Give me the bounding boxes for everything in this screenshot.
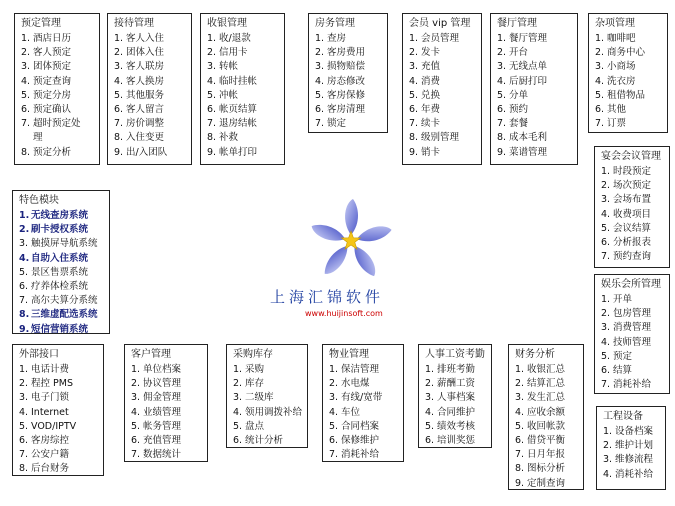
module-item: 4. 车位	[329, 406, 361, 418]
module-item: 7. 消耗补给	[601, 379, 652, 391]
module-item: 2. 商务中心	[595, 47, 646, 59]
module-customer	[124, 344, 208, 462]
module-item: 5. 分单	[497, 89, 529, 101]
module-features	[12, 190, 110, 334]
module-title: 餐厅管理	[497, 18, 537, 29]
module-item: 3. 充值	[409, 61, 441, 73]
module-item: 2. 信用卡	[207, 47, 248, 59]
module-item: 7. 套餐	[497, 118, 529, 130]
module-item: 7. 数据统计	[131, 449, 182, 461]
module-item: 5. 租借物品	[595, 89, 646, 101]
module-item: 7. 退房结帐	[207, 118, 258, 130]
module-item: 1. 收银汇总	[515, 364, 566, 375]
module-title: 会员 vip 管理	[409, 18, 471, 29]
feature-item: 1. 无线查房系统	[19, 210, 89, 221]
module-item: 4. 客人换房	[114, 75, 165, 87]
module-title: 工程设备	[603, 411, 643, 422]
module-title: 客户管理	[131, 349, 171, 360]
module-item: 1. 电话计费	[19, 364, 70, 375]
star-logo-icon	[296, 195, 406, 283]
feature-item: 9. 短信营销系统	[19, 323, 89, 335]
module-item: 7. 房价调整	[114, 118, 165, 130]
module-item: 6. 预定确认	[21, 104, 72, 116]
brand-url: www.huijinsoft.com	[305, 309, 383, 318]
module-restaurant	[490, 13, 578, 165]
module-items	[515, 363, 577, 491]
module-misc	[588, 13, 668, 133]
module-item: 9. 出/入团队	[114, 146, 168, 158]
module-item: 6. 结算	[601, 365, 633, 377]
module-item: 4. 技师管理	[601, 336, 652, 348]
module-item: 5. 预定	[601, 350, 633, 362]
module-items	[601, 165, 663, 264]
module-items	[207, 32, 278, 160]
module-items	[233, 363, 301, 448]
module-item: 4. 洗衣房	[595, 75, 636, 87]
feature-item: 6. 疗养体检系统	[19, 281, 89, 293]
module-property	[322, 344, 404, 462]
module-item: 1. 排班考勤	[425, 364, 476, 375]
module-reception	[107, 13, 192, 165]
module-item: 2. 薪酬工资	[425, 378, 476, 390]
module-items	[603, 425, 659, 482]
module-item: 1. 酒店日历	[21, 33, 72, 44]
module-item: 8. 入住变更	[114, 132, 165, 144]
module-item: 7. 日月年报	[515, 449, 566, 461]
module-item: 5. 合同档案	[329, 420, 380, 432]
module-title: 房务管理	[315, 18, 355, 29]
module-item: 1. 开单	[601, 294, 633, 305]
module-item: 4. 应收余额	[515, 406, 566, 418]
module-item: 2. 水电煤	[329, 378, 370, 390]
module-item: 5. 盘点	[233, 420, 265, 432]
module-item: 4. 消费	[409, 75, 441, 87]
module-item: 6. 统计分析	[233, 435, 284, 447]
module-item: 1. 咖啡吧	[595, 33, 636, 44]
module-item: 6. 预约	[497, 104, 529, 116]
module-item: 6. 帐页结算	[207, 104, 258, 116]
module-items	[21, 32, 93, 160]
module-item: 6. 其他	[595, 104, 627, 116]
module-item: 3. 电子门锁	[19, 392, 70, 404]
module-title: 特色模块	[19, 195, 59, 206]
module-item: 7. 消耗补给	[329, 449, 380, 461]
module-item: 1. 收/退款	[207, 33, 251, 44]
module-item: 9. 销卡	[409, 146, 441, 158]
module-item: 1. 餐厅管理	[497, 33, 548, 44]
module-title: 物业管理	[329, 349, 369, 360]
module-item: 8. 级别管理	[409, 132, 460, 144]
module-item: 6. 保修维护	[329, 435, 380, 447]
module-item: 1. 保洁管理	[329, 364, 380, 375]
module-item: 5. 兑换	[409, 89, 441, 101]
module-item: 5. 冲帐	[207, 89, 239, 101]
module-item: 3. 维修流程	[603, 454, 654, 466]
feature-item: 3. 触摸屏导航系统	[19, 238, 98, 250]
module-item: 2. 客房费用	[315, 47, 366, 59]
module-item: 1. 采购	[233, 364, 265, 375]
module-item: 5. VOD/IPTV	[19, 420, 77, 432]
module-item: 5. 预定分房	[21, 89, 72, 101]
module-title: 预定管理	[21, 18, 61, 29]
module-item: 6. 培训奖惩	[425, 435, 476, 447]
module-banquet	[594, 146, 670, 268]
feature-item: 8. 三维虚配选系统	[19, 309, 98, 321]
feature-item: 5. 景区售票系统	[19, 266, 89, 278]
module-items	[19, 209, 103, 337]
module-title: 收银管理	[207, 18, 247, 29]
module-item: 4. 临时挂帐	[207, 75, 258, 87]
module-title: 宴会会议管理	[601, 151, 661, 162]
module-housekeeping	[308, 13, 388, 133]
module-item: 6. 充值管理	[131, 435, 182, 447]
module-items	[329, 363, 397, 462]
module-item: 5. 帐务管理	[131, 420, 182, 432]
module-item: 3. 损物赔偿	[315, 61, 366, 73]
module-item: 3. 小商场	[595, 61, 636, 73]
module-item: 4. 合同维护	[425, 406, 476, 418]
module-item: 1. 会员管理	[409, 33, 460, 44]
module-item: 3. 转帐	[207, 61, 239, 73]
module-item: 6. 年费	[409, 104, 441, 116]
module-item: 2. 维护计划	[603, 440, 654, 452]
module-engineering	[596, 406, 666, 490]
module-item: 1. 客人入住	[114, 33, 165, 44]
module-items	[497, 32, 571, 160]
module-items	[19, 363, 97, 477]
module-hr	[418, 344, 492, 448]
module-item: 2. 包房管理	[601, 308, 652, 320]
module-item: 2. 团体入住	[114, 47, 165, 59]
module-item: 2. 发卡	[409, 47, 441, 59]
module-item: 3. 佣金管理	[131, 392, 182, 404]
module-item: 7. 预约查询	[601, 251, 652, 263]
module-items	[409, 32, 475, 160]
module-item: 3. 客人联房	[114, 61, 165, 73]
module-item: 3. 消费管理	[601, 322, 652, 334]
module-item: 3. 人事档案	[425, 392, 476, 404]
module-item: 2. 协议管理	[131, 378, 182, 390]
module-item: 2. 开台	[497, 47, 529, 59]
module-item: 1. 查房	[315, 33, 347, 44]
module-item: 3. 团体预定	[21, 61, 72, 73]
module-item: 7. 超时预定处理	[21, 118, 81, 144]
module-item: 9. 定制查询	[515, 477, 566, 489]
module-item: 7. 订票	[595, 118, 627, 130]
module-items	[595, 32, 661, 131]
module-title: 杂项管理	[595, 18, 635, 29]
module-item: 3. 发生汇总	[515, 392, 566, 404]
module-title: 财务分析	[515, 349, 555, 360]
module-membership	[402, 13, 482, 165]
module-item: 1. 时段预定	[601, 166, 652, 177]
module-item: 2. 结算汇总	[515, 378, 566, 390]
module-title: 接待管理	[114, 18, 154, 29]
module-item: 6. 客房清理	[315, 104, 366, 116]
module-item: 3. 二级库	[233, 392, 274, 404]
module-item: 4. 业绩管理	[131, 406, 182, 418]
brand-name: 上海汇锦软件	[270, 288, 385, 306]
module-title: 采购库存	[233, 349, 273, 360]
module-item: 3. 无线点单	[497, 61, 548, 73]
module-item: 8. 预定分析	[21, 146, 72, 158]
module-item: 5. 会议结算	[601, 222, 652, 234]
module-title: 人事工资考勤	[425, 349, 485, 360]
module-item: 3. 有线/宽带	[329, 392, 383, 404]
module-item: 8. 图标分析	[515, 463, 566, 475]
module-item: 2. 库存	[233, 378, 265, 390]
module-item: 7. 续卡	[409, 118, 441, 130]
module-entertainment	[594, 274, 670, 394]
module-items	[131, 363, 201, 462]
module-external-interfaces	[12, 344, 104, 476]
module-item: 6. 客房综控	[19, 435, 70, 447]
module-item: 5. 其他服务	[114, 89, 165, 101]
module-item: 6. 分析报表	[601, 237, 652, 249]
module-item: 9. 帐单打印	[207, 146, 258, 158]
module-title: 娱乐会所管理	[601, 279, 661, 290]
module-items	[114, 32, 185, 160]
feature-item: 4. 自助入住系统	[19, 252, 89, 264]
module-reservation	[14, 13, 100, 165]
module-item: 4. 消耗补给	[603, 468, 654, 480]
module-item: 8. 补救	[207, 132, 239, 144]
module-purchasing	[226, 344, 308, 448]
module-item: 9. 菜谱管理	[497, 146, 548, 158]
module-item: 7. 公安户籍	[19, 449, 70, 461]
module-items	[315, 32, 381, 131]
module-item: 4. 房态修改	[315, 75, 366, 87]
module-item: 8. 成本毛利	[497, 132, 548, 144]
module-item: 4. 预定查询	[21, 75, 72, 87]
feature-item: 7. 高尔夫算分系统	[19, 295, 98, 307]
module-item: 4. 后厨打印	[497, 75, 548, 87]
module-cashier	[200, 13, 285, 165]
module-item: 4. 收费项目	[601, 208, 652, 220]
module-item: 6. 客人留言	[114, 104, 165, 116]
module-item: 5. 客房保修	[315, 89, 366, 101]
module-items	[601, 293, 663, 392]
module-item: 1. 单位档案	[131, 364, 182, 375]
module-item: 4. 领用调拨补给	[233, 406, 303, 418]
feature-item: 2. 刷卡授权系统	[19, 224, 89, 236]
module-item: 1. 设备档案	[603, 426, 654, 437]
module-item: 6. 借贷平衡	[515, 435, 566, 447]
module-item: 8. 后台财务	[19, 463, 70, 475]
module-item: 5. 收回帐款	[515, 420, 566, 432]
module-item: 5. 绩效考核	[425, 420, 476, 432]
module-finance	[508, 344, 584, 490]
module-title: 外部接口	[19, 349, 59, 360]
module-items	[425, 363, 485, 448]
module-item: 3. 会场布置	[601, 194, 652, 206]
module-item: 2. 程控 PMS	[19, 378, 73, 390]
module-item: 2. 场次预定	[601, 180, 652, 192]
module-item: 4. Internet	[19, 406, 69, 418]
module-item: 7. 锁定	[315, 118, 347, 130]
module-item: 2. 客人预定	[21, 47, 72, 59]
